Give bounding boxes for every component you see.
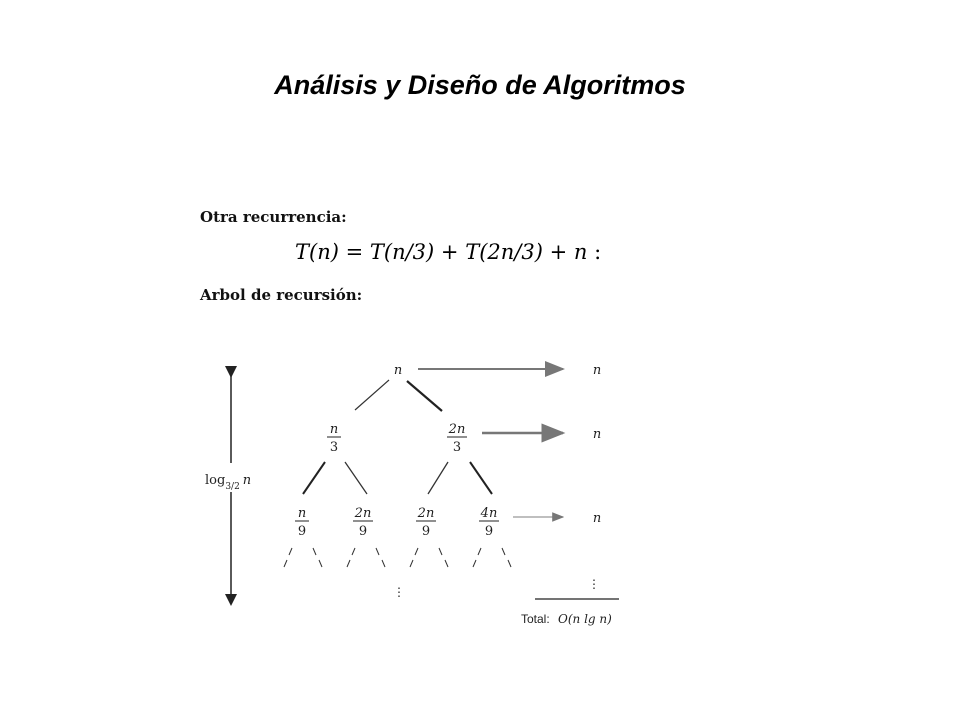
eq-term1: T(n/3) — [369, 240, 435, 264]
level2-cost: n — [592, 511, 602, 526]
tree-node-l2-1 — [353, 506, 373, 539]
continuation-edges — [284, 548, 511, 567]
eq-term2: T(2n/3) — [465, 240, 543, 264]
svg-text:n: n — [297, 506, 307, 521]
eq-plus1: + — [434, 240, 466, 264]
tree-node-l2-0 — [295, 506, 309, 539]
tree-root: n — [393, 363, 403, 378]
level0-cost: n — [592, 363, 602, 378]
svg-text:9: 9 — [297, 524, 307, 539]
svg-text:9: 9 — [484, 524, 494, 539]
tree-node-l2-2 — [416, 506, 436, 539]
heading-arbol-recursion: Arbol de recursión: — [200, 286, 363, 304]
total-value: O(n lg n) — [558, 612, 612, 626]
eq-equals: = — [338, 240, 370, 264]
svg-text:9: 9 — [358, 524, 368, 539]
total-label: Total: — [521, 612, 550, 626]
level1-cost: n — [592, 427, 602, 442]
eq-plus2: + — [542, 240, 574, 264]
tree-node-l1-right — [447, 422, 467, 455]
svg-text:2n: 2n — [354, 506, 372, 521]
edge-root-left — [355, 380, 389, 410]
tree-dots: ⋮ — [393, 585, 405, 599]
cost-dots: ⋮ — [588, 577, 600, 591]
height-label: $\log_{3/2} n$ — [205, 473, 252, 492]
edge-root-right — [407, 381, 442, 411]
svg-text:2n: 2n — [448, 422, 466, 437]
tree-node-l2-3 — [479, 506, 499, 539]
edge-l1r-right — [470, 462, 492, 494]
svg-text:n: n — [329, 422, 339, 437]
slide-title: Análisis y Diseño de Algoritmos — [274, 70, 686, 100]
eq-lhs: T(n) — [295, 240, 339, 264]
svg-text:9: 9 — [421, 524, 431, 539]
edge-l1l-right — [345, 462, 367, 494]
svg-text:4n: 4n — [480, 506, 498, 521]
svg-text:3: 3 — [452, 440, 462, 455]
eq-end: : — [587, 240, 602, 264]
edge-l1r-left — [428, 462, 448, 494]
edge-l1l-left — [303, 462, 325, 494]
tree-node-l1-left — [327, 422, 341, 455]
eq-n: n — [573, 240, 588, 264]
svg-text:3: 3 — [329, 440, 339, 455]
svg-text:2n: 2n — [417, 506, 435, 521]
heading-otra-recurrencia: Otra recurrencia: — [200, 208, 347, 226]
